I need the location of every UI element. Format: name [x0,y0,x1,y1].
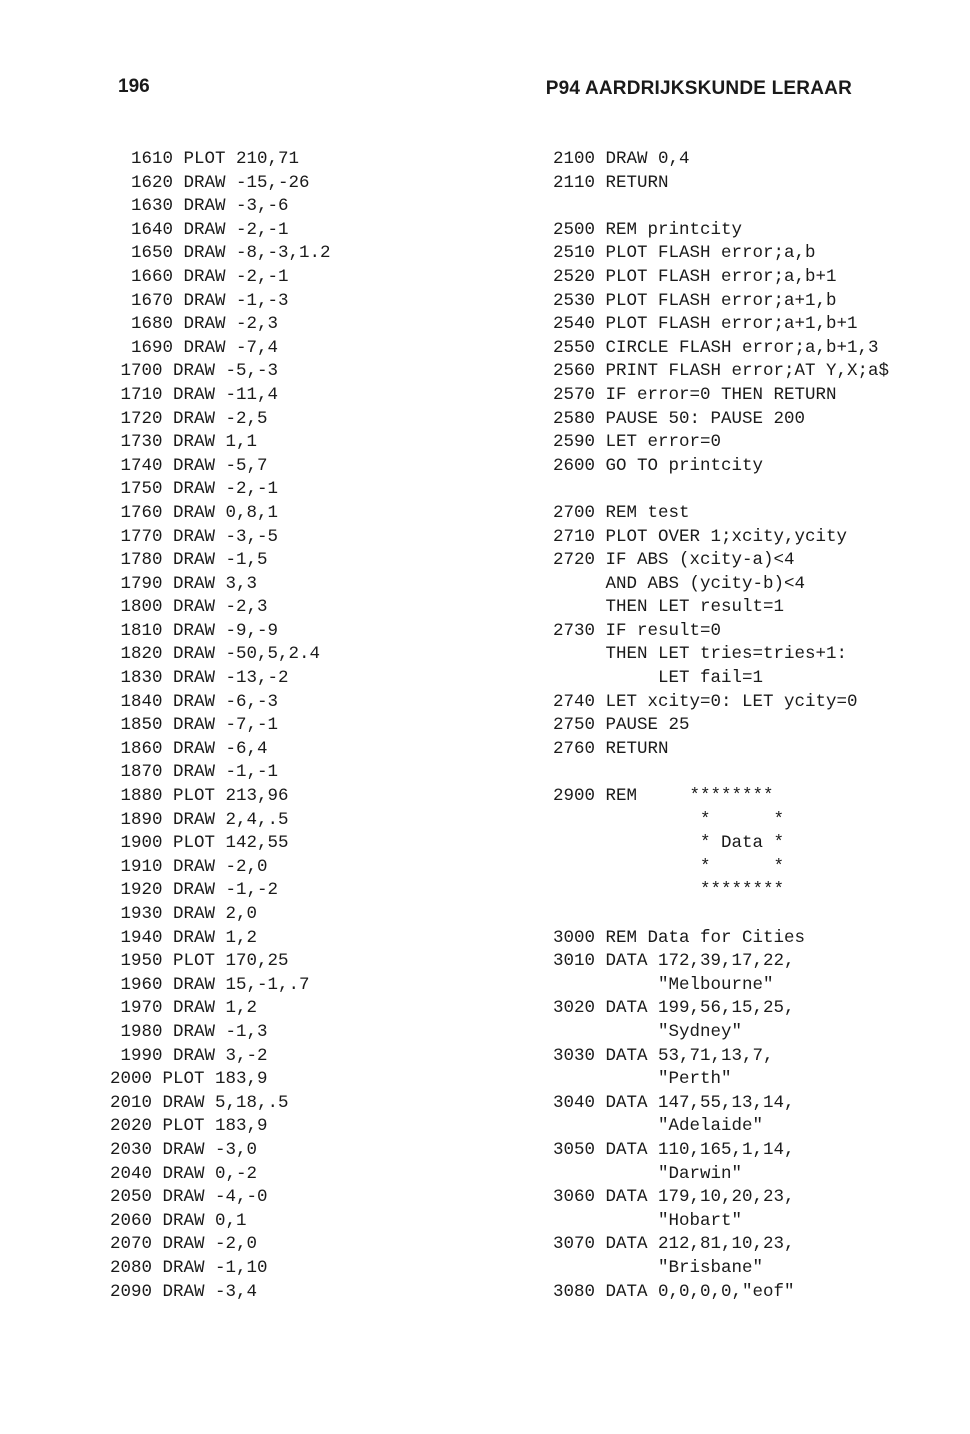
code-line: 2720 IF ABS (xcity-a)<4 [553,550,795,571]
code-line: 1930 DRAW 2,0 [110,904,258,924]
listing-left-column [110,148,530,1304]
code-line: * Data * [553,833,785,854]
code-line: 2760 RETURN [553,738,669,759]
code-line: 2560 PRINT FLASH error;AT Y,X;a$ [553,361,890,382]
code-line: THEN LET result=1 [553,597,785,618]
code-line: 3010 DATA 172,39,17,22, [553,951,795,972]
code-line: 2590 LET error=0 [553,432,722,453]
code-line: 2520 PLOT FLASH error;a,b+1 [553,266,837,287]
code-line: 1920 DRAW -1,-2 [110,880,279,901]
code-line: 1800 DRAW -2,3 [110,597,268,618]
code-line: 2600 GO TO printcity [553,455,764,476]
code-line: 1700 DRAW -5,-3 [110,361,279,382]
code-line: 1660 DRAW -2,-1 [110,266,289,287]
code-line: 2040 DRAW 0,-2 [110,1163,258,1184]
code-line: 1770 DRAW -3,-5 [110,526,279,547]
code-line: 1670 DRAW -1,-3 [110,290,289,311]
running-title: P94 AARDRIJKSKUNDE LERAAR [545,78,852,99]
code-line: 1950 PLOT 170,25 [110,951,289,972]
code-line: 1820 DRAW -50,5,2.4 [110,644,321,665]
code-line: 1760 DRAW 0,8,1 [110,502,279,523]
code-line: 2000 PLOT 183,9 [110,1069,268,1090]
code-line: 1840 DRAW -6,-3 [110,691,279,712]
code-line: "Brisbane" [553,1257,764,1278]
code-line: 1650 DRAW -8,-3,1.2 [110,243,331,264]
code-line [553,195,963,219]
code-line: 1980 DRAW -1,3 [110,1021,268,1042]
code-line: 2510 PLOT FLASH error;a,b [553,243,816,264]
code-line: THEN LET tries=tries+1: [553,644,848,665]
code-line: 1990 DRAW 3,-2 [110,1045,268,1066]
code-line: 2700 REM test [553,502,690,523]
code-line: 1890 DRAW 2,4,.5 [110,809,289,830]
code-line: "Darwin" [553,1163,743,1184]
code-line: 3000 REM Data for Cities [553,927,806,948]
code-line: 1610 PLOT 210,71 [110,149,300,169]
code-line: 2050 DRAW -4,-0 [110,1187,268,1208]
code-line: 1960 DRAW 15,-1,.7 [110,974,310,995]
code-line: AND ABS (ycity-b)<4 [553,573,806,594]
code-line: 1970 DRAW 1,2 [110,998,258,1019]
code-line [553,903,963,927]
code-line: 1830 DRAW -13,-2 [110,668,289,689]
code-line: 2090 DRAW -3,4 [110,1281,258,1302]
code-line: 2080 DRAW -1,10 [110,1257,268,1278]
code-line: 1850 DRAW -7,-1 [110,715,279,736]
code-line: 2030 DRAW -3,0 [110,1139,258,1160]
code-line: "Adelaide" [553,1116,764,1137]
code-line [553,761,963,785]
code-line: 2070 DRAW -2,0 [110,1234,258,1255]
code-line: 1790 DRAW 3,3 [110,573,258,594]
code-line: 1860 DRAW -6,4 [110,738,268,759]
code-line: 1680 DRAW -2,3 [110,314,279,335]
code-line: 1940 DRAW 1,2 [110,927,258,948]
code-line: "Sydney" [553,1021,743,1042]
code-line: "Perth" [553,1069,732,1090]
code-line: 2570 IF error=0 THEN RETURN [553,384,837,405]
code-line [553,478,963,502]
code-line: LET fail=1 [553,668,764,689]
code-line: 2060 DRAW 0,1 [110,1210,247,1231]
code-line: 3080 DATA 0,0,0,0,"eof" [553,1281,795,1302]
code-line: 3030 DATA 53,71,13,7, [553,1045,774,1066]
code-line: 1640 DRAW -2,-1 [110,219,289,240]
code-line: 2750 PAUSE 25 [553,715,690,736]
code-line: 3060 DATA 179,10,20,23, [553,1187,795,1208]
code-line: 2020 PLOT 183,9 [110,1116,268,1137]
code-line: 2730 IF result=0 [553,620,722,641]
code-line: 1750 DRAW -2,-1 [110,479,279,500]
code-line: 2530 PLOT FLASH error;a+1,b [553,290,837,311]
code-line: 2110 RETURN [553,172,669,193]
code-line: ******** [553,880,785,901]
code-line: 1710 DRAW -11,4 [110,384,279,405]
code-line: 1690 DRAW -7,4 [110,337,279,358]
code-line: 3040 DATA 147,55,13,14, [553,1092,795,1113]
code-line: 2900 REM ******** [553,786,774,807]
code-line: 1730 DRAW 1,1 [110,432,258,453]
listing-right-column [553,148,963,1304]
code-line: * * [553,809,785,830]
code-line: 2580 PAUSE 50: PAUSE 200 [553,408,806,429]
code-line: 1720 DRAW -2,5 [110,408,268,429]
code-line: 1900 PLOT 142,55 [110,833,289,854]
code-line: 2550 CIRCLE FLASH error;a,b+1,3 [553,337,879,358]
code-line: 2100 DRAW 0,4 [553,149,690,169]
code-line: "Hobart" [553,1210,743,1231]
code-line: 1910 DRAW -2,0 [110,856,268,877]
code-line: 2740 LET xcity=0: LET ycity=0 [553,691,858,712]
code-line: 2010 DRAW 5,18,.5 [110,1092,289,1113]
code-line: * * [553,856,785,877]
code-line: 1780 DRAW -1,5 [110,550,268,571]
code-line: 1810 DRAW -9,-9 [110,620,279,641]
code-line: 3050 DATA 110,165,1,14, [553,1139,795,1160]
code-line: "Melbourne" [553,974,774,995]
code-line: 1630 DRAW -3,-6 [110,196,289,217]
page-number: 196 [118,76,150,97]
code-line: 1620 DRAW -15,-26 [110,172,310,193]
code-line: 2500 REM printcity [553,219,743,240]
code-line: 2540 PLOT FLASH error;a+1,b+1 [553,314,858,335]
code-line: 1870 DRAW -1,-1 [110,762,279,783]
code-line: 1740 DRAW -5,7 [110,455,268,476]
code-line: 3020 DATA 199,56,15,25, [553,998,795,1019]
code-line: 2710 PLOT OVER 1;xcity,ycity [553,526,848,547]
code-line: 1880 PLOT 213,96 [110,786,289,807]
code-line: 3070 DATA 212,81,10,23, [553,1234,795,1255]
